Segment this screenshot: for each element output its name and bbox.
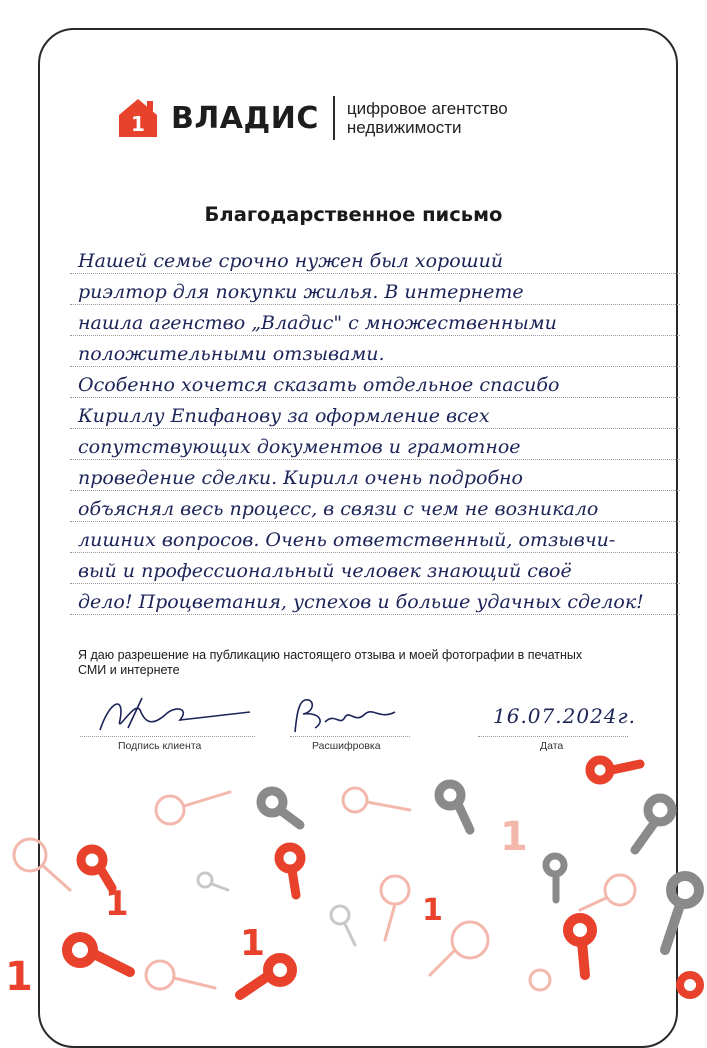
- letter-line: Нашей семье срочно нужен был хороший: [70, 243, 680, 274]
- letter-line: нашла агенство „Владис" с множественными: [70, 305, 680, 336]
- page-title: Благодарственное письмо: [204, 203, 503, 226]
- key-icon: [546, 856, 564, 900]
- client-signature-label: Подпись клиента: [118, 740, 202, 752]
- key-icon: [590, 760, 640, 780]
- key-icon: [568, 918, 592, 975]
- company-logo: [117, 95, 508, 141]
- logo-divider: [333, 96, 335, 140]
- decor-digit-1: 1: [240, 923, 266, 964]
- house-logo-icon: [117, 97, 159, 139]
- key-icon: [279, 847, 301, 895]
- brand-name: ВЛАДИС: [171, 100, 319, 136]
- date-line: [478, 736, 628, 737]
- date-label: Дата: [540, 740, 564, 752]
- decoding-signature-drawing: [285, 692, 405, 740]
- letter-line: лишних вопросов. Очень ответственный, отзывчи-: [70, 522, 680, 553]
- tagline-line-1: цифровое агентство: [346, 99, 508, 118]
- letter-line: сопутствующих документов и грамотное: [70, 429, 680, 460]
- key-icon: [81, 849, 112, 888]
- letter-line: проведение сделки. Кирилл очень подробно: [70, 460, 680, 491]
- client-signature-drawing: [80, 690, 260, 740]
- key-icon: [635, 798, 672, 850]
- date-value: 16.07.2024г.: [493, 704, 636, 728]
- key-icon: [261, 791, 300, 825]
- key-icon: [665, 876, 699, 950]
- letter-line: вый и профессиональный человек знающий своё: [70, 553, 680, 584]
- letter-line: Особенно хочется сказать отдельное спасибо: [70, 367, 680, 398]
- letter-line: Кириллу Епифанову за оформление всех: [70, 398, 680, 429]
- letter-line: объяснял весь процесс, в связи с чем не возникало: [70, 491, 680, 522]
- key-icon: [67, 937, 130, 972]
- tagline-line-2: недвижимости: [346, 118, 462, 137]
- keys-decoration: [0, 740, 707, 1000]
- client-signature-line: [80, 736, 255, 737]
- decor-digit-1: 1: [422, 893, 443, 928]
- decor-digit-1: 1: [5, 954, 33, 1000]
- letter-body: [70, 243, 680, 615]
- decor-digit-1: 1: [105, 884, 129, 924]
- brand-tagline: [347, 99, 508, 137]
- letter-line: положительными отзывами.: [70, 336, 680, 367]
- logo-digit: 1: [131, 112, 145, 136]
- letter-line: дело! Процветания, успехов и больше удачных сделок!: [70, 584, 680, 615]
- decoding-label: Расшифровка: [312, 740, 381, 752]
- letter-line: риэлтор для покупки жилья. В интернете: [70, 274, 680, 305]
- publication-consent: Я даю разрешение на публикацию настоящего отзыва и моей фотографии в печатных СМИ и интернете: [78, 648, 583, 677]
- decor-digit-1: 1: [500, 814, 528, 860]
- key-icon: [439, 784, 470, 830]
- key-outline-icon: [198, 873, 355, 945]
- key-icon: [680, 975, 700, 995]
- decoding-line: [290, 736, 410, 737]
